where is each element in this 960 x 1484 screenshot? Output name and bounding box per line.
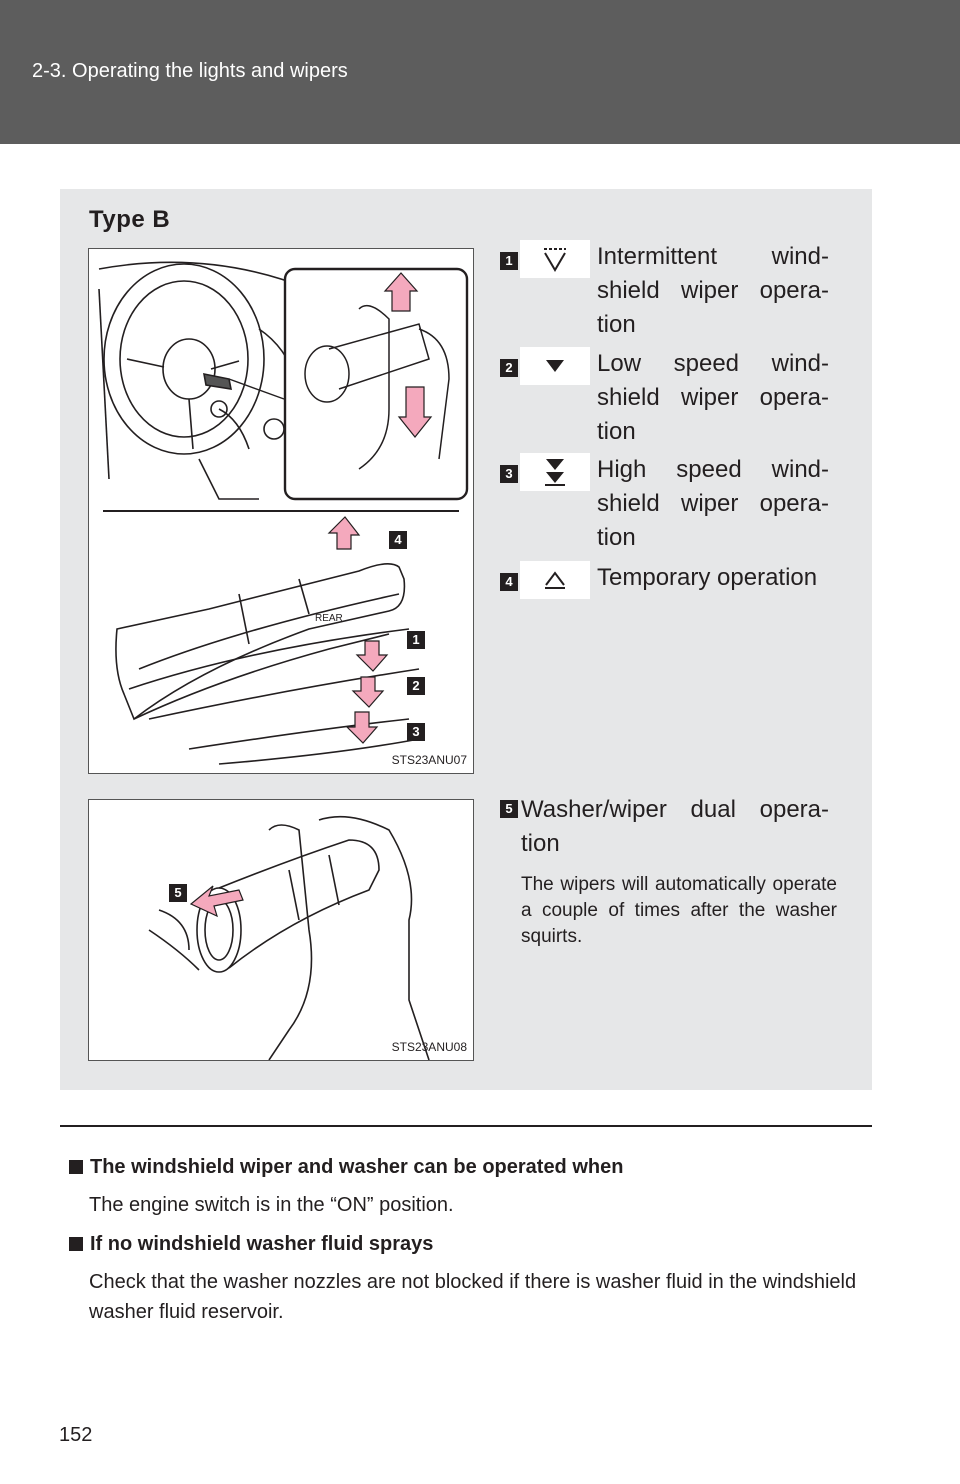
type-label: Type B [89, 206, 171, 233]
note-body-1: The engine switch is in the “ON” position. [89, 1194, 454, 1216]
item-text-4: Temporary operation [597, 564, 818, 591]
washer-note: The wipers will automatically operate a couple of times after the washer squirts. [521, 874, 837, 947]
callout-1: 1 [407, 631, 425, 649]
section-title: 2-3. Operating the lights and wipers [32, 60, 348, 82]
page-header [0, 0, 960, 144]
callout-5: 5 [169, 884, 187, 902]
high-speed-wiper-icon [520, 453, 590, 491]
page-number: 152 [59, 1424, 93, 1446]
note-heading-2-text: If no windshield washer fluid sprays [90, 1233, 434, 1255]
section-divider [60, 1125, 872, 1127]
square-bullet-icon [69, 1160, 83, 1174]
intermittent-wiper-icon [520, 240, 590, 278]
low-speed-wiper-icon [520, 347, 590, 385]
item-number-5: 5 [500, 800, 518, 818]
callout-3: 3 [407, 723, 425, 741]
lever-rear-mark: REAR [315, 613, 343, 624]
washer-lever-illustration [89, 800, 473, 1060]
figure-wiper-lever [88, 248, 474, 774]
item-text-2: Low speed wind-shield wiper opera-tion [597, 350, 829, 445]
figure-code: STS23ANU07 [391, 753, 467, 767]
item-number-2: 2 [500, 359, 518, 377]
item-number-3: 3 [500, 465, 518, 483]
item-text-1: Intermittent wind-shield wiper opera-tion [597, 243, 829, 338]
item-number-4: 4 [500, 573, 518, 591]
note-heading-1-text: The windshield wiper and washer can be operated when [90, 1156, 624, 1178]
washer-title: Washer/wiper dual opera-tion [521, 796, 829, 857]
callout-2: 2 [407, 677, 425, 695]
square-bullet-icon [69, 1237, 83, 1251]
note-heading-1 [69, 1156, 623, 1179]
callout-4: 4 [389, 531, 407, 549]
note-body-2: Check that the washer nozzles are not blocked if there is washer fluid in the windshield washer fluid reservoir. [89, 1271, 857, 1323]
figure-code: STS23ANU08 [391, 1040, 467, 1054]
note-heading-2 [69, 1233, 433, 1256]
item-number-1: 1 [500, 252, 518, 270]
item-text-3: High speed wind-shield wiper opera-tion [597, 456, 829, 551]
temporary-operation-icon [520, 561, 590, 599]
figure-washer-lever [88, 799, 474, 1061]
